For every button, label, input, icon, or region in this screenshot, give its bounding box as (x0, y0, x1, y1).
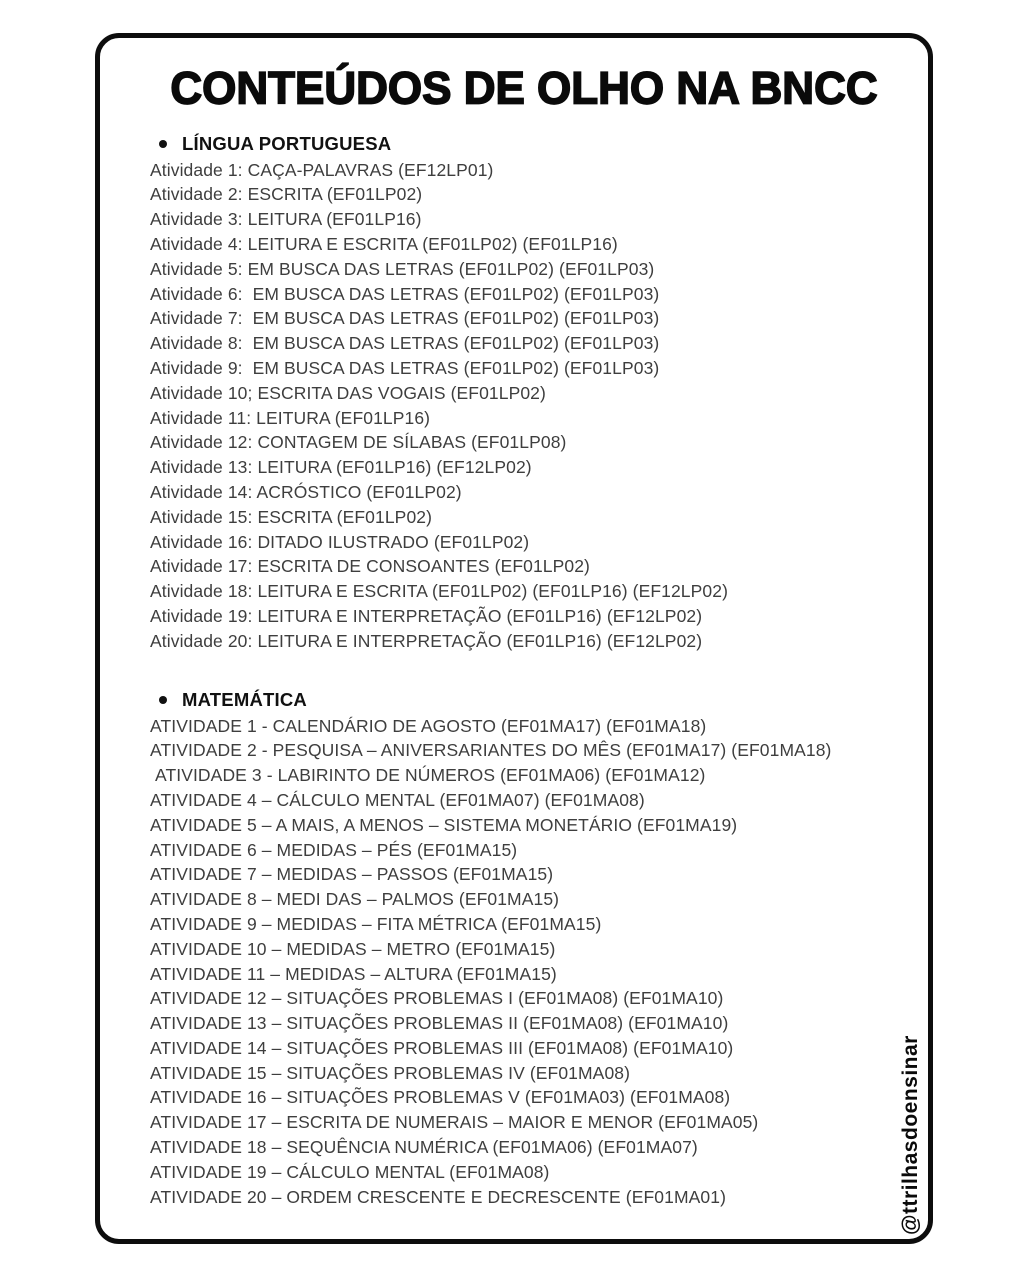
activity-list-portuguesa (150, 158, 898, 654)
activity-item: ATIVIDADE 4 – CÁLCULO MENTAL (EF01MA07) (EF01MA08) (150, 789, 645, 810)
section-matematica (150, 688, 898, 1210)
activity-item: ATIVIDADE 6 – MEDIDAS – PÉS (EF01MA15) (150, 839, 518, 860)
activity-item: ATIVIDADE 12 – SITUAÇÕES PROBLEMAS I (EF01MA08) (EF01MA10) (150, 988, 724, 1009)
bullet-icon (159, 696, 167, 704)
activity-item: ATIVIDADE 20 – ORDEM CRESCENTE E DECRESCENTE (EF01MA01) (150, 1186, 726, 1207)
activity-item: ATIVIDADE 3 - LABIRINTO DE NÚMEROS (EF01MA06) (EF01MA12) (150, 765, 706, 786)
bullet-icon (159, 140, 167, 148)
activity-item: ATIVIDADE 17 – ESCRITA DE NUMERAIS – MAIOR E MENOR (EF01MA05) (150, 1112, 759, 1133)
activity-item: Atividade 11: LEITURA (EF01LP16) (150, 407, 431, 428)
section-heading-label: LÍNGUA PORTUGUESA (182, 133, 392, 155)
activity-item: ATIVIDADE 19 – CÁLCULO MENTAL (EF01MA08) (150, 1161, 550, 1182)
activity-item: ATIVIDADE 13 – SITUAÇÕES PROBLEMAS II (EF01MA08) (EF01MA10) (150, 1013, 729, 1034)
activity-item: ATIVIDADE 16 – SITUAÇÕES PROBLEMAS V (EF01MA03) (EF01MA08) (150, 1087, 731, 1108)
activity-item: Atividade 18: LEITURA E ESCRITA (EF01LP02) (EF01LP16) (EF12LP02) (150, 581, 729, 602)
activity-item: Atividade 6: EM BUSCA DAS LETRAS (EF01LP02) (EF01LP03) (150, 283, 660, 304)
activity-item: Atividade 5: EM BUSCA DAS LETRAS (EF01LP02) (EF01LP03) (150, 258, 655, 279)
activity-item: Atividade 4: LEITURA E ESCRITA (EF01LP02) (EF01LP16) (150, 233, 618, 254)
activity-item: Atividade 15: ESCRITA (EF01LP02) (150, 506, 433, 527)
activity-item: Atividade 3: LEITURA (EF01LP16) (150, 209, 422, 230)
activity-item: ATIVIDADE 5 – A MAIS, A MENOS – SISTEMA MONETÁRIO (EF01MA19) (150, 814, 738, 835)
activity-item: ATIVIDADE 7 – MEDIDAS – PASSOS (EF01MA15) (150, 864, 554, 885)
activity-item: Atividade 8: EM BUSCA DAS LETRAS (EF01LP02) (EF01LP03) (150, 333, 660, 354)
section-lingua-portuguesa (150, 132, 898, 654)
activity-item: ATIVIDADE 10 – MEDIDAS – METRO (EF01MA15) (150, 938, 556, 959)
activity-item: ATIVIDADE 15 – SITUAÇÕES PROBLEMAS IV (EF01MA08) (150, 1062, 631, 1083)
activity-item: Atividade 17: ESCRITA DE CONSOANTES (EF01LP02) (150, 556, 590, 577)
section-heading-label: MATEMÁTICA (182, 689, 307, 711)
activity-item: Atividade 7: EM BUSCA DAS LETRAS (EF01LP02) (EF01LP03) (150, 308, 660, 329)
activity-item: Atividade 9: EM BUSCA DAS LETRAS (EF01LP02) (EF01LP03) (150, 357, 660, 378)
section-heading-lingua-portuguesa (150, 132, 898, 157)
activity-item: Atividade 16: DITADO ILUSTRADO (EF01LP02) (150, 531, 530, 552)
section-heading-matematica (150, 688, 898, 713)
instagram-handle: @ttrilhasdoensinar (899, 1035, 922, 1235)
activity-item: ATIVIDADE 14 – SITUAÇÕES PROBLEMAS III (EF01MA08) (EF01MA10) (150, 1037, 734, 1058)
activity-item: Atividade 10; ESCRITA DAS VOGAIS (EF01LP02) (150, 382, 546, 403)
activity-item: ATIVIDADE 2 - PESQUISA – ANIVERSARIANTES DO MÊS (EF01MA17) (EF01MA18) (150, 740, 832, 761)
activity-item: Atividade 12: CONTAGEM DE SÍLABAS (EF01LP08) (150, 432, 567, 453)
activity-item: ATIVIDADE 8 – MEDI DAS – PALMOS (EF01MA15) (150, 889, 560, 910)
activity-item: Atividade 20: LEITURA E INTERPRETAÇÃO (EF01LP16) (EF12LP02) (150, 630, 703, 651)
activity-item: Atividade 2: ESCRITA (EF01LP02) (150, 184, 423, 205)
activity-item: Atividade 13: LEITURA (EF01LP16) (EF12LP02) (150, 457, 532, 478)
activity-item: ATIVIDADE 11 – MEDIDAS – ALTURA (EF01MA15) (150, 963, 557, 984)
page-title: CONTEÚDOS DE OLHO NA BNCC (170, 62, 878, 114)
activity-item: ATIVIDADE 1 - CALENDÁRIO DE AGOSTO (EF01MA17) (EF01MA18) (150, 715, 707, 736)
activity-item: Atividade 19: LEITURA E INTERPRETAÇÃO (EF01LP16) (EF12LP02) (150, 605, 703, 626)
activity-item: Atividade 1: CAÇA-PALAVRAS (EF12LP01) (150, 159, 494, 180)
activity-item: ATIVIDADE 18 – SEQUÊNCIA NUMÉRICA (EF01MA06) (EF01MA07) (150, 1137, 698, 1158)
activity-list-matematica (150, 714, 898, 1210)
activity-item: Atividade 14: ACRÓSTICO (EF01LP02) (150, 481, 462, 502)
activity-item: ATIVIDADE 9 – MEDIDAS – FITA MÉTRICA (EF01MA15) (150, 913, 602, 934)
content-card (95, 33, 933, 1244)
